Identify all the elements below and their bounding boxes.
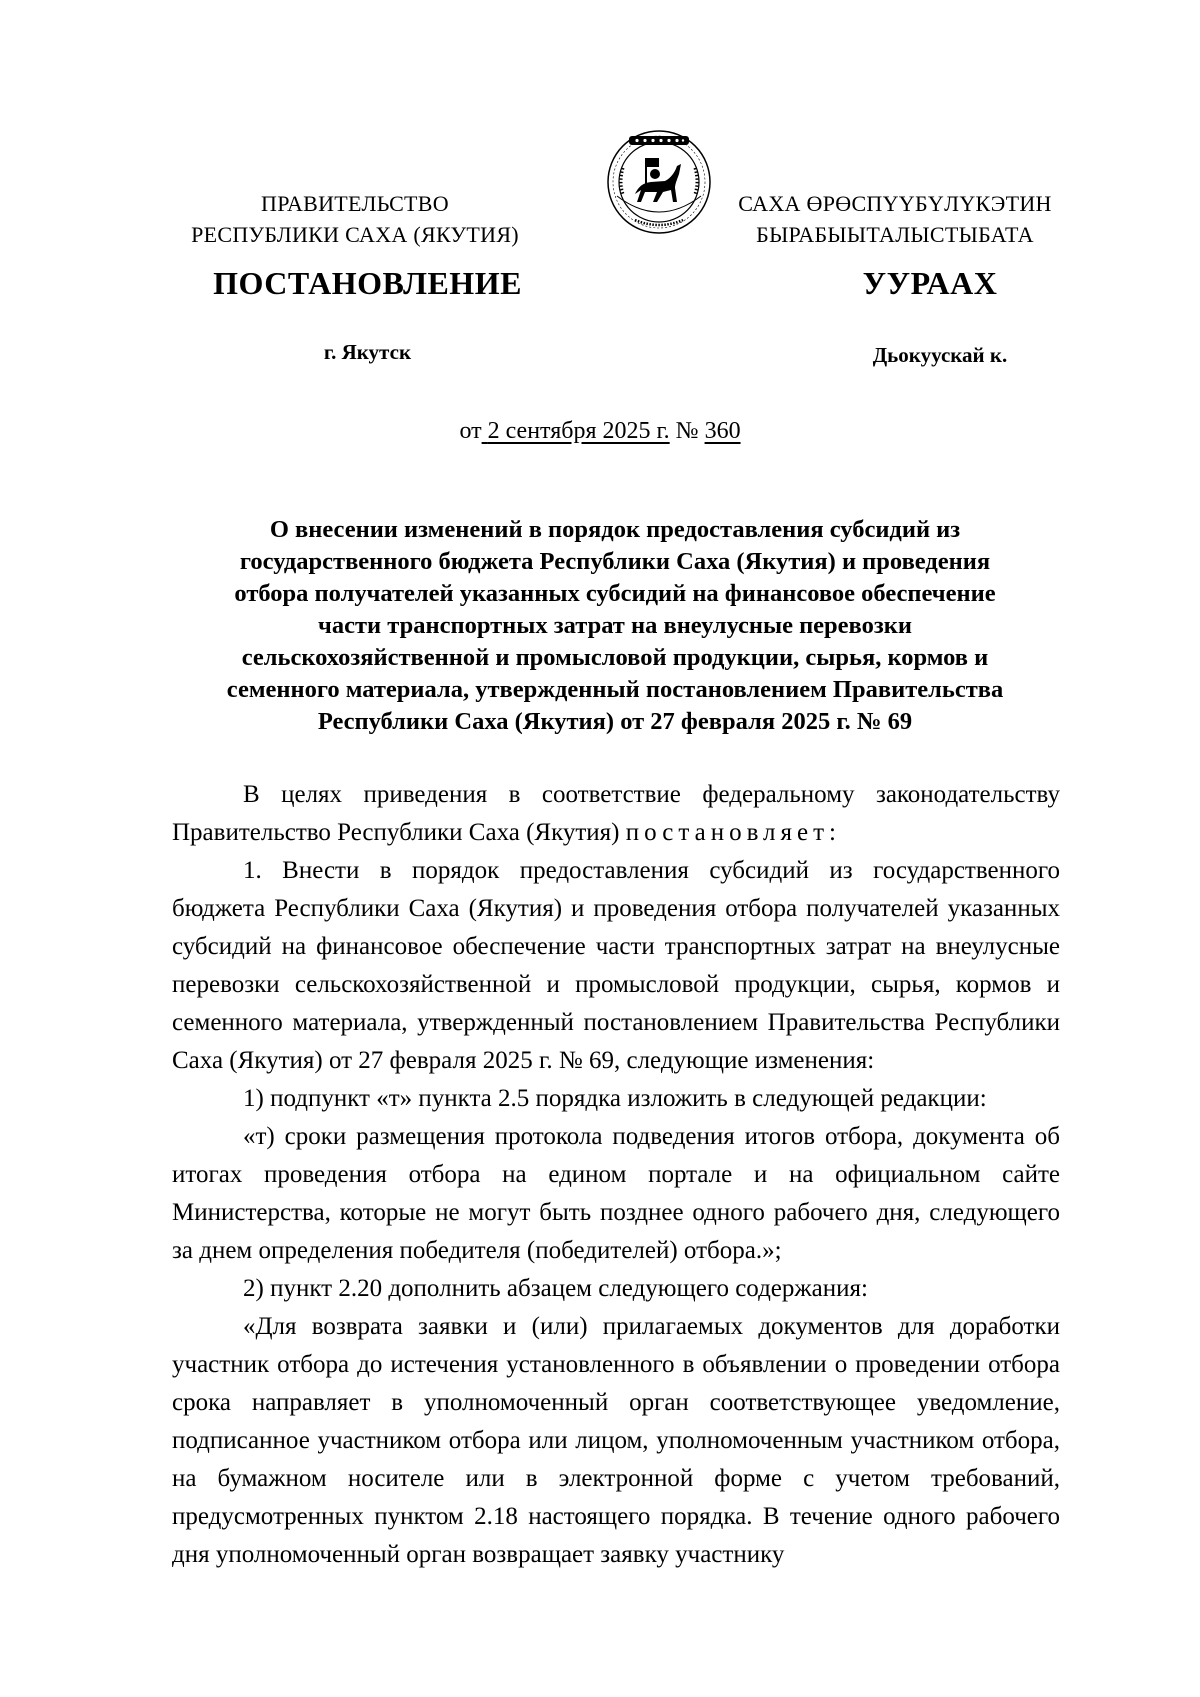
issuer-name-russian <box>175 188 535 250</box>
issuer-sakha-line-2: БЫРАБЫЫТАЛЫСТЫБАТА <box>756 222 1034 247</box>
resolves-word: постановляет: <box>625 819 841 846</box>
city-sakha: Дьокуускай к. <box>872 343 1008 367</box>
title-line: государственного бюджета Республики Саха (Якутия) и проведения <box>239 548 991 575</box>
document-title <box>172 514 1058 738</box>
preamble-paragraph <box>172 776 1060 852</box>
date-number-line <box>0 415 1200 447</box>
date-prefix: от <box>459 418 482 444</box>
document-body <box>172 776 1060 1574</box>
clause-1-paragraph: 1. Внести в порядок предоставления субсидий из государственного бюджета Республики Саха (Якутия) и проведения отбора получателей указанных субсидий на финансовое обеспечение части транспортных затрат на внеулусные перевозки сельскохозяйственной и промысловой продукции, сырья, кормов и семенного материала, утвержденный постановлением Правительства Республики Саха (Якутия) от 27 февраля 2025 г. № 69, следующие изменения: <box>172 857 1060 1074</box>
issuer-sakha-line-1: САХА ӨРӨСПҮҮБҮЛҮКЭТИН <box>738 191 1052 216</box>
coat-of-arms-icon <box>605 128 713 236</box>
issuer-name-sakha <box>730 188 1060 250</box>
title-line: сельскохозяйственной и промысловой продукции, сырья, кормов и <box>241 644 989 671</box>
preamble-text: В целях приведения в соответствие федеральному законодательству Правительство Республики Саха (Якутия) <box>172 781 1060 846</box>
title-line: О внесении изменений в порядок предоставления субсидий из <box>269 516 961 543</box>
document-date: 2 сентября 2025 г. <box>487 418 670 444</box>
title-line: части транспортных затрат на внеулусные перевозки <box>318 612 912 639</box>
issuer-ru-line-2: РЕСПУБЛИКИ САХА (ЯКУТИЯ) <box>191 222 519 247</box>
subclause-1-quote-paragraph: «т) сроки размещения протокола подведения итогов отбора, документа об итогах проведения отбора на едином портале и на официальном сайте Министерства, которые не могут быть позднее одного рабочего дня, следующего за днем определения победителя (победителей) отбора.»; <box>172 1123 1060 1264</box>
subclause-2-quote-paragraph: «Для возврата заявки и (или) прилагаемых документов для доработки участник отбора до истечения установленного в объявлении о проведении отбора срока направляет в уполномоченный орган соответствующее уведомление, подписанное участником отбора или лицом, уполномоченным участником отбора, на бумажном носителе или в электронной форме с учетом требований, предусмотренных пунктом 2.18 настоящего порядка. В течение одного рабочего дня уполномоченный орган возвращает заявку участнику <box>172 1313 1060 1568</box>
title-line: отбора получателей указанных субсидий на финансовое обеспечение <box>234 580 996 607</box>
document-type-sakha: УУРААХ <box>862 265 998 301</box>
title-line: Республики Саха (Якутия) от 27 февраля 2025 г. № 69 <box>317 708 913 735</box>
subclause-2-paragraph: 2) пункт 2.20 дополнить абзацем следующего содержания: <box>243 1275 868 1302</box>
document-type-russian: ПОСТАНОВЛЕНИЕ <box>213 265 522 301</box>
issuer-ru-line-1: ПРАВИТЕЛЬСТВО <box>261 191 449 216</box>
title-line: семенного материала, утвержденный постановлением Правительства <box>226 676 1004 703</box>
document-number: 360 <box>704 418 741 444</box>
city-russian: г. Якутск <box>323 340 412 364</box>
subclause-1-paragraph: 1) подпункт «т» пункта 2.5 порядка изложить в следующей редакции: <box>243 1085 987 1112</box>
number-sign: № <box>675 418 699 444</box>
